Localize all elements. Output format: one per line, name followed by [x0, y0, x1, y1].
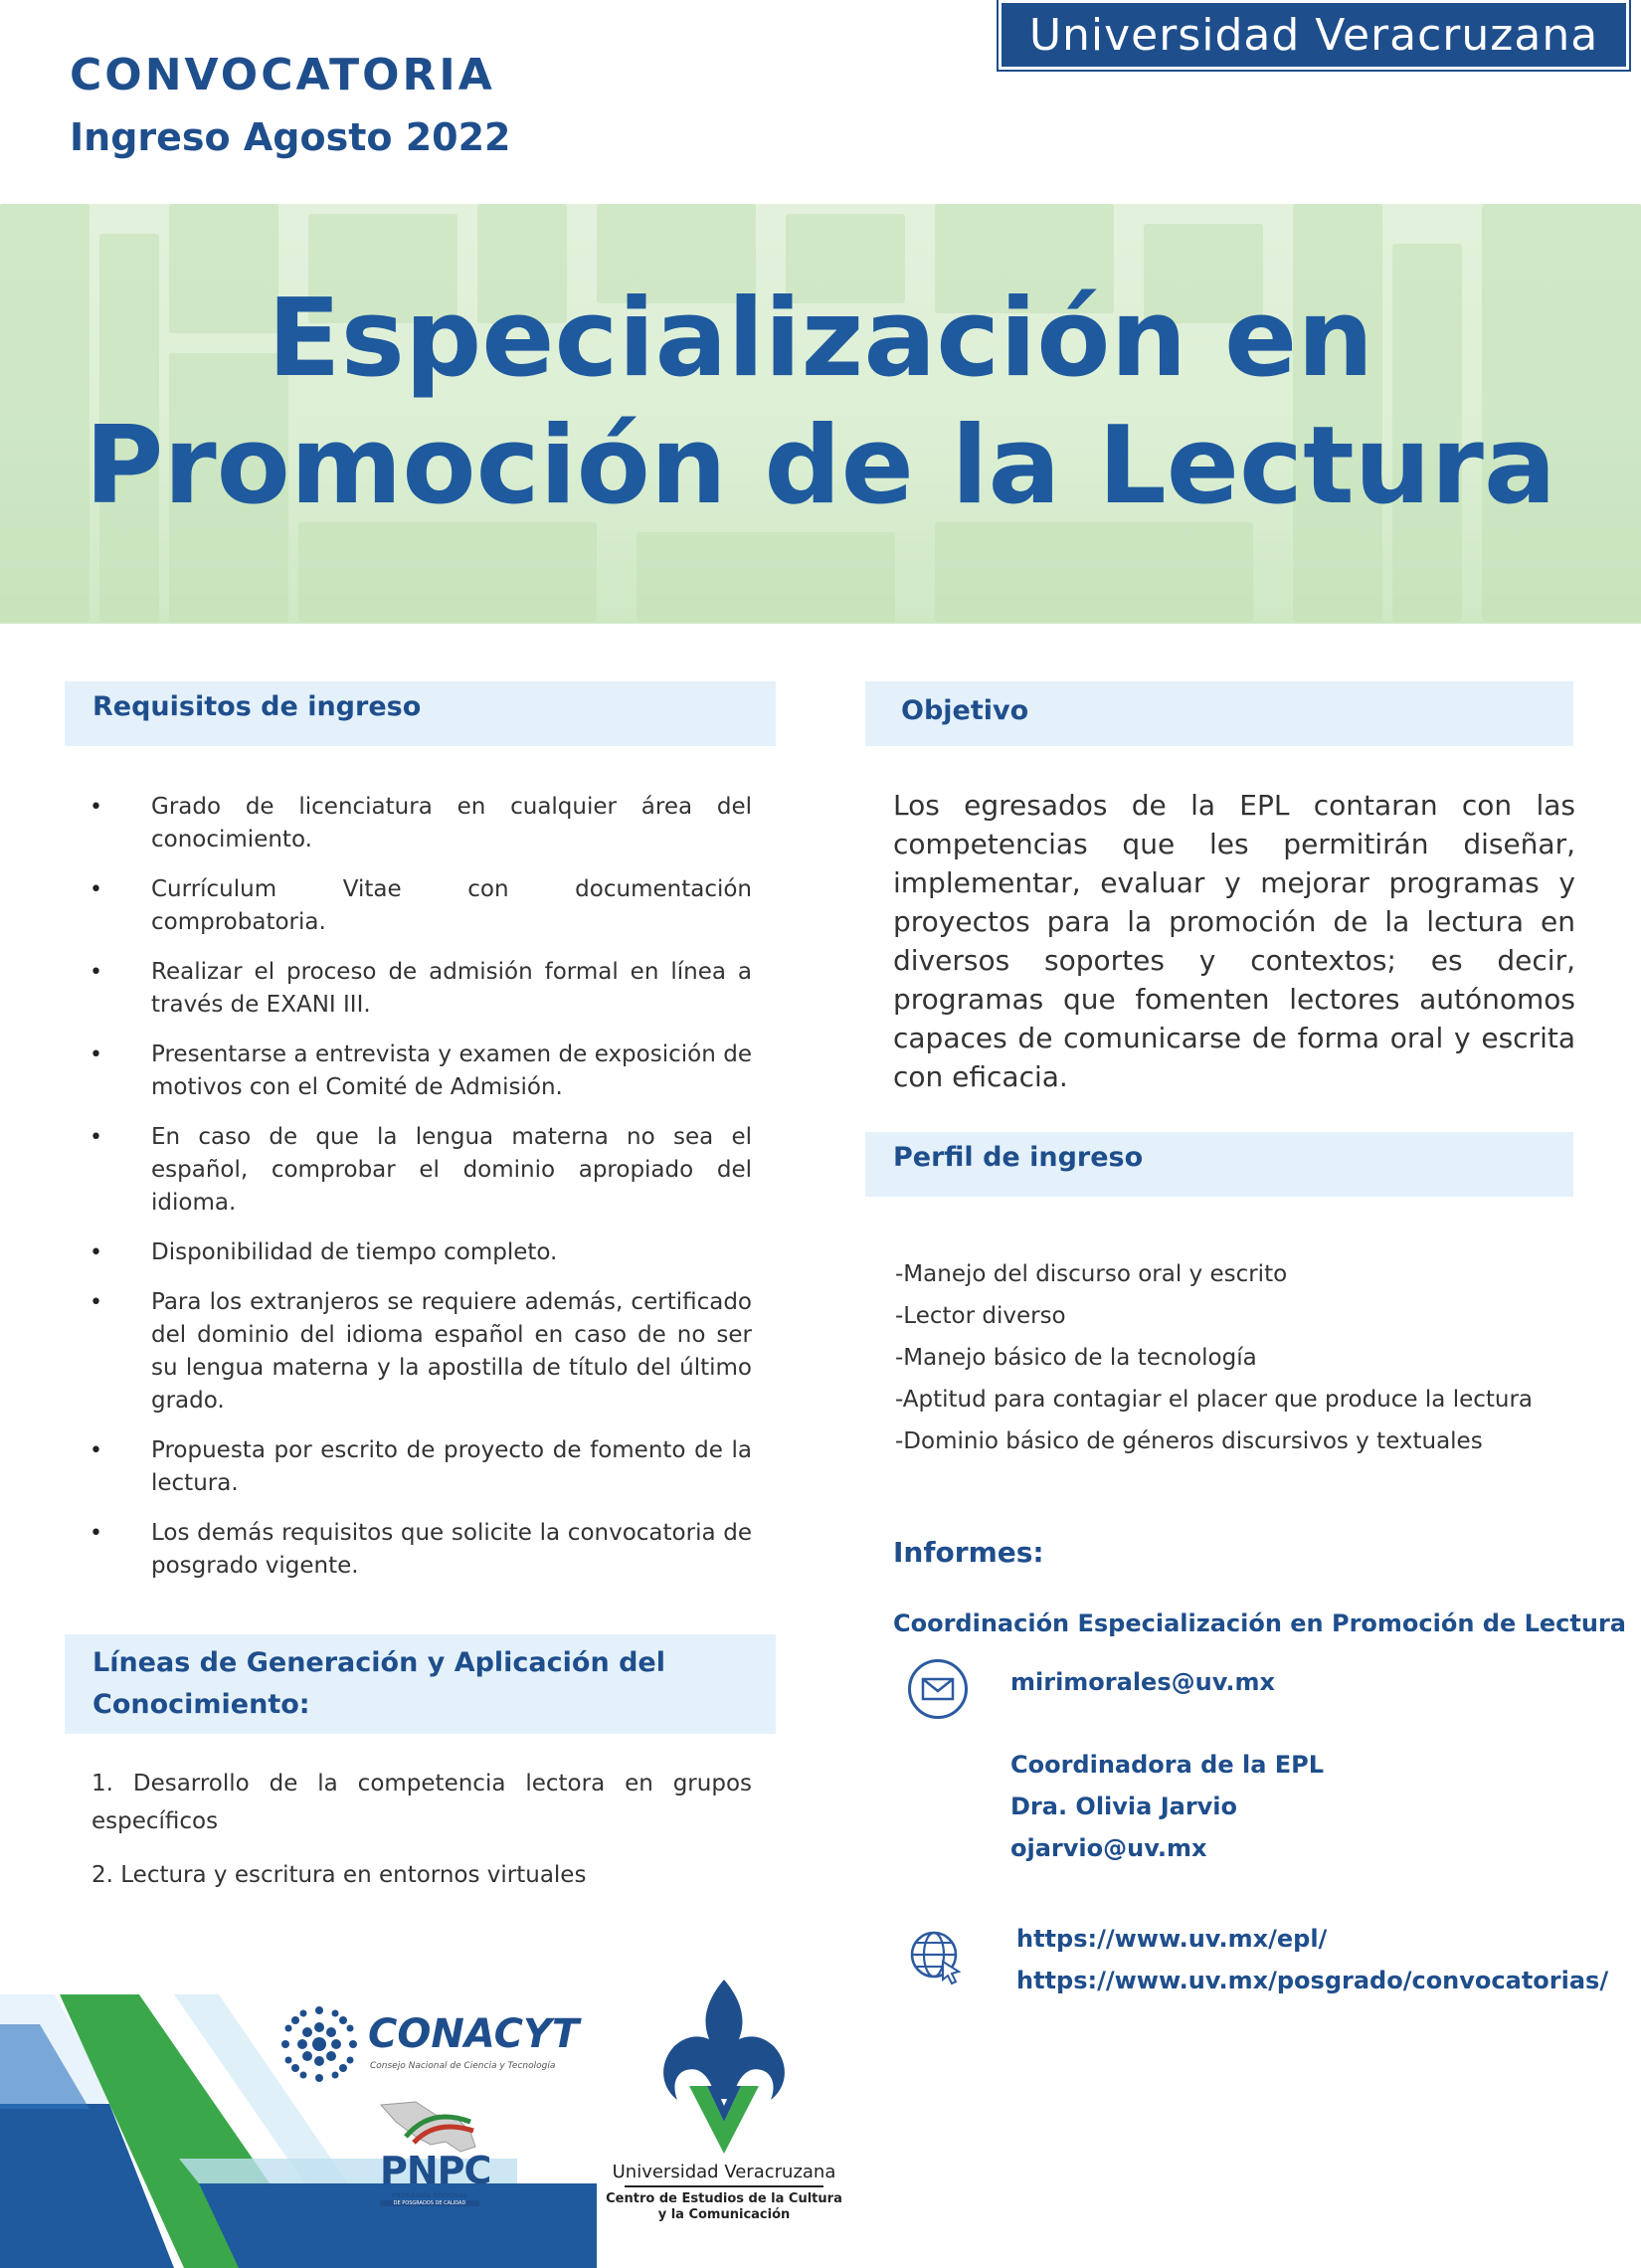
- program-title: [0, 276, 1641, 530]
- list-item: 2. Lectura y escritura en entornos virtuales: [91, 1862, 587, 1888]
- mail-icon: [908, 1659, 968, 1719]
- pnpc-subtitle-1: PROGRAMA NACIONAL: [392, 2192, 467, 2199]
- requisitos-list: [90, 791, 752, 1600]
- convocatoria-title: CONVOCATORIA: [70, 50, 495, 100]
- coordinacion-label: Coordinación Especialización en Promoción de Lectura: [893, 1609, 1626, 1637]
- list-item: • Grado de licenciatura en cualquier área del conocimiento.: [90, 791, 752, 856]
- list-item: • Propuesta por escrito de proyecto de fomento de la lectura.: [90, 1434, 752, 1500]
- objetivo-header: [865, 681, 1573, 746]
- list-item: • Disponibilidad de tiempo completo.: [90, 1236, 752, 1269]
- uv-center-line2: y la Comunicación: [657, 2207, 791, 2222]
- lgac-header: [65, 1634, 776, 1734]
- pnpc-map-icon: [376, 2097, 485, 2157]
- list-item: -Manejo básico de la tecnología: [895, 1345, 1257, 1371]
- hero-banner: [0, 204, 1641, 624]
- lgac-heading-line1: Líneas de Generación y Aplicación del: [92, 1647, 665, 1678]
- list-item: • En caso de que la lengua materna no sea el español, comprobar el dominio apropiado del idioma.: [90, 1121, 752, 1220]
- list-item: • Los demás requisitos que solicite la convocatoria de posgrado vigente.: [90, 1517, 752, 1583]
- uv-cecc-logo: [595, 1975, 853, 2265]
- uv-center-line1: Centro de Estudios de la Cultura: [606, 2191, 842, 2206]
- list-item: • Currículum Vitae con documentación comprobatoria.: [90, 873, 752, 939]
- conacyt-name: CONACYT: [368, 2011, 580, 2057]
- list-item: -Manejo del discurso oral y escrito: [895, 1261, 1288, 1287]
- objetivo-heading: Objetivo: [901, 695, 1029, 726]
- university-banner: [999, 0, 1629, 70]
- pnpc-logo: [366, 2097, 495, 2211]
- conacyt-emblem-icon: [276, 2001, 362, 2087]
- conacyt-subtitle: Consejo Nacional de Ciencia y Tecnología: [370, 2061, 556, 2071]
- objetivo-text: Los egresados de la EPL contaran con las competencias que les permitirán diseñar, implementar, evaluar y mejorar programas y proyectos para la promoción de la lectura en diversos soportes y contextos; es decir, programas que fomenten lectores autónomos capaces de comunicarse de forma oral y escrita con eficacia.: [893, 789, 1575, 1093]
- lgac-heading-line2: Conocimiento:: [92, 1689, 310, 1720]
- program-title-line2: Promoción de la Lectura: [85, 404, 1556, 528]
- list-item: -Aptitud para contagiar el placer que produce la lectura: [895, 1387, 1534, 1413]
- conacyt-logo: [276, 2001, 580, 2091]
- program-title-line1: Especialización en: [267, 277, 1374, 401]
- uv-logo-divider: [625, 2185, 823, 2187]
- informes-heading: Informes:: [893, 1536, 1044, 1569]
- list-item: • Presentarse a entrevista y examen de exposición de motivos con el Comité de Admisión.: [90, 1039, 752, 1104]
- globe-icon: [907, 1928, 967, 1987]
- url-link-2[interactable]: https://www.uv.mx/posgrado/convocatorias/: [1016, 1967, 1609, 1994]
- perfil-header: [865, 1132, 1573, 1197]
- uv-flor-de-lis-icon: [649, 1975, 799, 2159]
- url-link-1[interactable]: https://www.uv.mx/epl/: [1016, 1925, 1328, 1953]
- uv-logo-name: Universidad Veracruzana: [612, 2162, 836, 2182]
- convocatoria-subtitle: Ingreso Agosto 2022: [70, 115, 511, 159]
- requisitos-heading: Requisitos de ingreso: [92, 691, 422, 722]
- list-item: • Realizar el proceso de admisión formal en línea a través de EXANI III.: [90, 956, 752, 1022]
- email-link-1[interactable]: mirimorales@uv.mx: [1010, 1668, 1275, 1696]
- email-link-2[interactable]: ojarvio@uv.mx: [1010, 1834, 1207, 1862]
- requisitos-header: [65, 681, 776, 746]
- coordinadora-label: Coordinadora de la EPL: [1010, 1751, 1325, 1779]
- pnpc-name: PNPC: [380, 2149, 491, 2192]
- pnpc-subtitle-2: DE POSGRADOS DE CALIDAD: [380, 2200, 479, 2206]
- coordinadora-name: Dra. Olivia Jarvio: [1010, 1793, 1238, 1820]
- perfil-heading: Perfil de ingreso: [893, 1142, 1144, 1173]
- list-item: -Lector diverso: [895, 1303, 1066, 1329]
- university-banner-text: Universidad Veracruzana: [1028, 9, 1599, 61]
- perfil-list: [895, 1253, 1533, 1462]
- list-item: • Para los extranjeros se requiere además, certificado del dominio del idioma español en caso de no ser su lengua materna y la apostilla de título del último grado.: [90, 1286, 752, 1418]
- list-item: 1. Desarrollo de la competencia lectora en grupos específicos: [91, 1771, 752, 1834]
- list-item: -Dominio básico de géneros discursivos y textuales: [895, 1428, 1483, 1454]
